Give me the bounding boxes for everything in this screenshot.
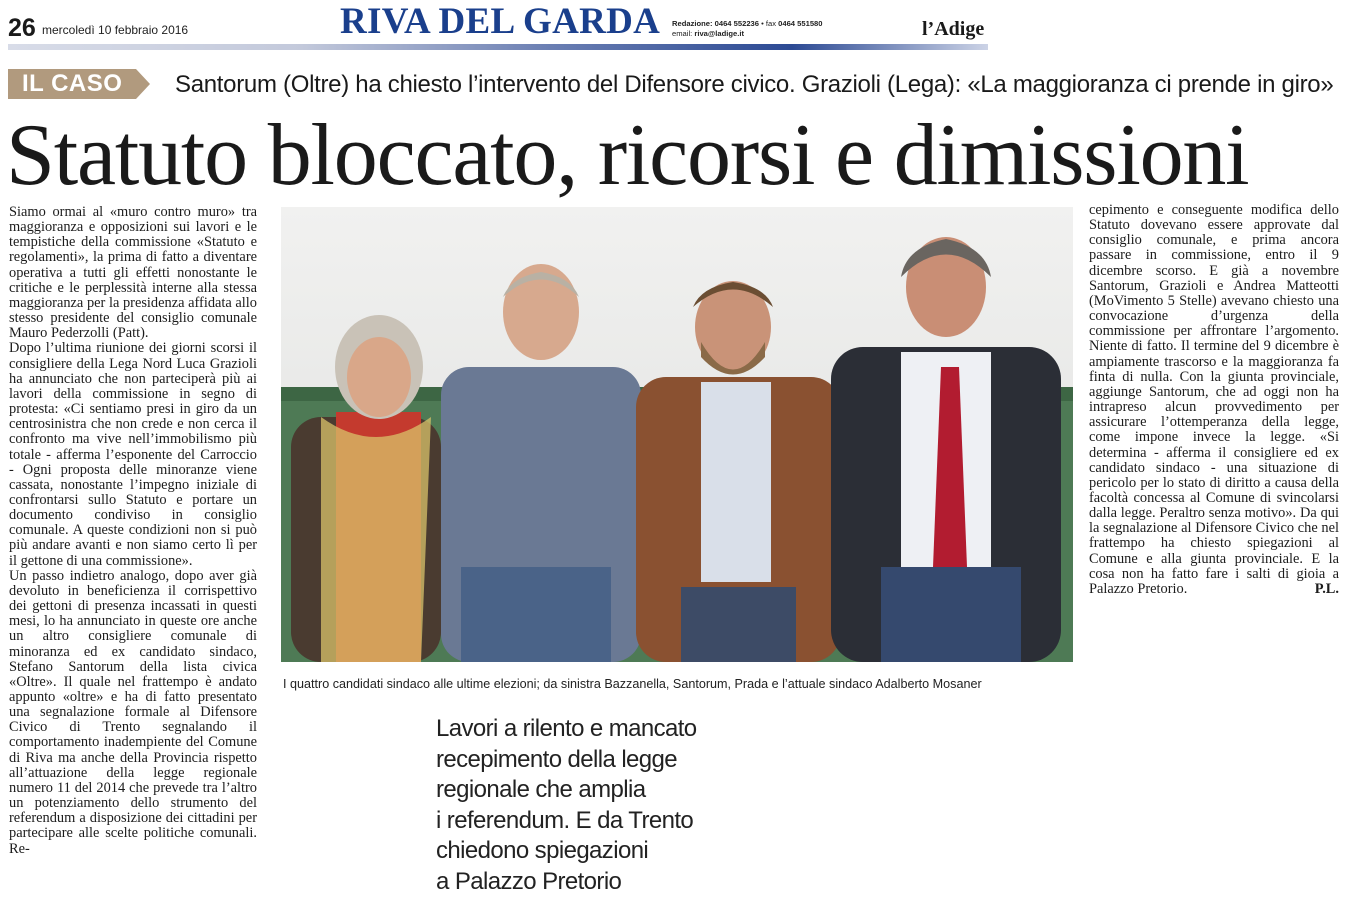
pull-quote-line: recepimento della legge xyxy=(436,745,678,773)
article-paragraph: Un passo indietro analogo, dopo aver già devoluto in beneficienza il corrispettivo dei gettoni di presenza incassati in questi mesi, lo ha annunciato in queste ore anche un altro consigliere comunale di minoranza ed ex candidato sindaco, Stefano Santorum della lista civica «Oltre». Il quale nel frattempo è andato appunto «oltre» e ha di fatto presentato una segnalazione formale al Difensore Civico di Trento segnalando il comportamento inadempiente del Comune di Riva ma anche della Provincia rispetto all’attuazione della legge regionale numero 11 del 2014 che prevede tra l’altro un potenziamento dello strumento del referendum a disposizione dei cittadini per partecipare alle scelte politiche comunali. Re- xyxy=(9,567,257,857)
contact-email-line xyxy=(672,29,822,39)
photo-caption: I quattro candidati sindaco alle ultime elezioni; da sinistra Bazzanella, Santorum, Prada e l’attuale sindaco Adalberto Mosaner xyxy=(283,677,982,691)
article-text: cepimento e conseguente modifica dello Statuto dovevano essere approvate dal consiglio comunale, e prima ancora passare in commissione, entro il 9 dicembre scorso. E già a novembre Santorum, Grazioli e Andrea Matteotti (MoVimento 5 Stelle) avevano chiesto una convocazione d’urgenza della commissione per affrontare l’argomento. Niente di fatto. Il termine del 9 dicembre è ampiamente trascorso e la maggioranza fa finta di nulla. Con la giunta provinciale, aggiunge Santorum, che ad oggi non ha intrapreso alcun provvedimento per assicurare l’ottemperanza della legge, come impone invece la legge. «Si determina - afferma il consigliere ed ex candidato sindaco - una situazione di pericolo per lo stato di diritto a causa della facoltà concessa al Comune di svincolarsi dalla legge. Peraltro senza motivo». Da qui la segnalazione al Difensore Civico che nel frattempo ha chiesto spiegazioni al Comune e alla giunta provinciale. E la cosa non ha fatto fare i salti di gioia a Palazzo Pretorio. xyxy=(1089,202,1339,597)
subheadline: Santorum (Oltre) ha chiesto l’intervento del Difensore civico. Grazioli (Lega): «La maggioranza ci prende in giro» xyxy=(175,71,1334,98)
email-address: riva@ladige.it xyxy=(694,29,744,38)
byline: P.L. xyxy=(1314,580,1339,597)
article-column-left xyxy=(9,205,257,857)
news-photo xyxy=(281,207,1073,662)
kicker-label: IL CASO xyxy=(22,70,123,97)
page-number: 26 xyxy=(8,14,36,42)
section-title: RIVA DEL GARDA xyxy=(340,1,661,42)
article-paragraph xyxy=(1089,203,1339,597)
contact-phone-line xyxy=(672,19,822,29)
fax-number: 0464 551580 xyxy=(778,19,823,28)
pull-quote-line: i referendum. E da Trento xyxy=(436,806,694,834)
masthead-rule xyxy=(8,44,988,50)
article-paragraph: Dopo l’ultima riunione dei giorni scorsi il consigliere della Lega Nord Luca Grazioli ha annunciato che non parteciperà più ai lavori della commissione in segno di protesta: «Ci sentiamo presi in giro da un centrosinistra che non crede e non cerca il confronto ma vive nell’immobilismo più totale - afferma l’esponente del Carroccio - Ogni proposta delle minoranze viene cassata, nonostante l’impegno iniziale di confrontarsi sullo Statuto e portare un documento condiviso in consiglio comunale. A queste condizioni non si può più andare avanti e non siamo certo lì per il gettone di una commissione». xyxy=(9,340,257,569)
pull-quote-line: chiedono spiegazioni xyxy=(436,837,649,864)
headline: Statuto bloccato, ricorsi e dimissioni xyxy=(6,107,1249,204)
pull-quote-line: Lavori a rilento e mancato xyxy=(436,715,697,742)
contact-info xyxy=(672,19,822,39)
email-label: email: xyxy=(672,29,693,38)
article-paragraph: Siamo ormai al «muro contro muro» tra maggioranza e opposizioni sui lavori e le tempistiche della commissione «Statuto e regolamenti», la prima di fatto a diventare operativa a tutti gli effetti nonostante le critiche e le perplessità interne alla stessa maggioranza per la presidenza affidata allo stesso presidente del consiglio comunale Mauro Pederzolli (Patt). xyxy=(9,204,257,342)
newspaper-logo: l’Adige xyxy=(922,18,985,40)
fax-label: • fax xyxy=(761,19,777,28)
redazione-label: Redazione: xyxy=(672,19,713,28)
photo-illustration xyxy=(281,207,1073,662)
phone-number: 0464 552236 xyxy=(714,19,759,28)
pull-quote-line: regionale che amplia xyxy=(436,776,646,803)
page-date: mercoledì 10 febbraio 2016 xyxy=(42,23,189,37)
pull-quote-line: a Palazzo Pretorio xyxy=(436,867,622,895)
pull-quote xyxy=(436,714,726,897)
article-column-right xyxy=(1089,203,1339,597)
